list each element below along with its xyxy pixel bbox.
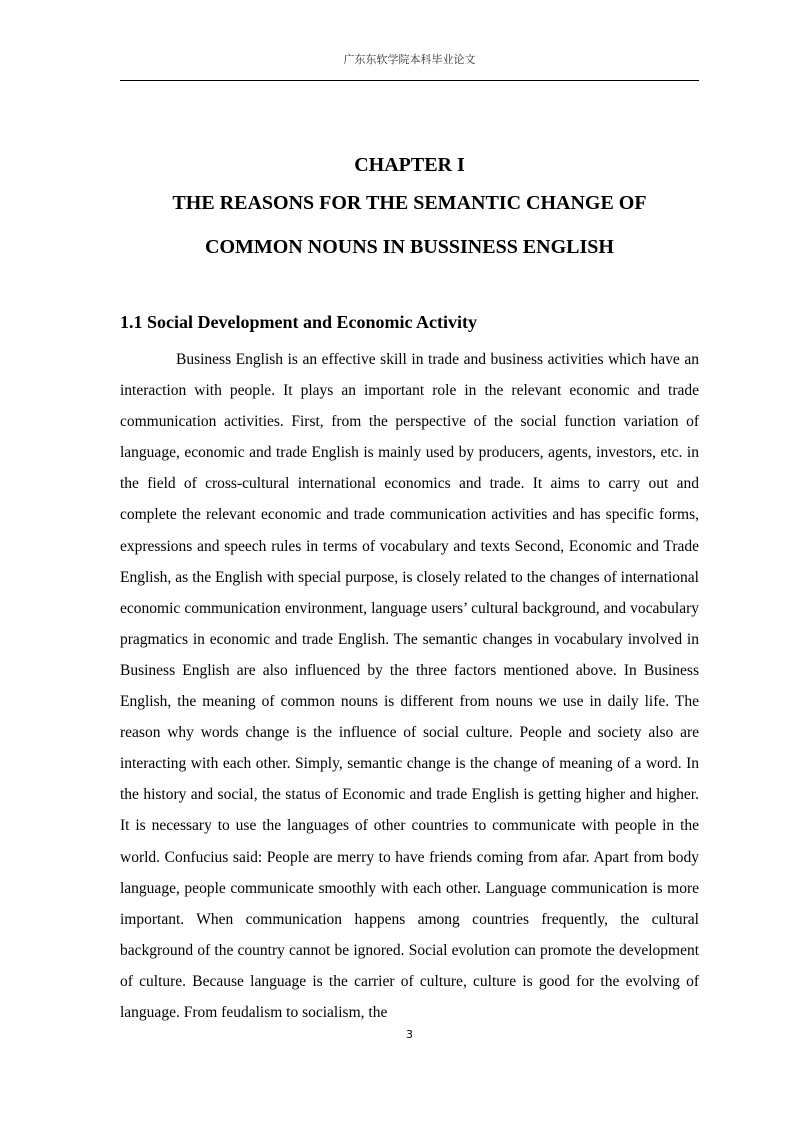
header-divider xyxy=(120,80,699,81)
chapter-title-line-2: COMMON NOUNS IN BUSSINESS ENGLISH xyxy=(205,236,614,258)
body-paragraph: Business English is an effective skill in trade and business activities which have an interaction with people. It plays an important role in the relevant economic and trade communication activities. First, from the perspective of the social function variation of language, economic and trade English is mainly used by producers, agents, investors, etc. in the field of cross-cultural international economics and trade. It aims to carry out and complete the relevant economic and trade communication activities and has specific forms, expressions and speech rules in terms of vocabulary and texts Second, Economic and Trade English, as the English with special purpose, is closely related to the changes of international economic communication environment, language users’ cultural background, and vocabulary pragmatics in economic and trade English. The semantic changes in vocabulary involved in Business English are also influenced by the three factors mentioned above. In Business English, the meaning of common nouns is different from nouns we use in daily life. The reason why words change is the influence of social culture. People and society also are interacting with each other. Simply, semantic change is the change of meaning of a word. In the history and social, the status of Economic and trade English is getting higher and higher. It is necessary to use the languages of other countries to communicate with people in the world. Confucius said: People are merry to have friends coming from afar. Apart from body language, people communicate smoothly with each other. Language communication is more important. When communication happens among countries frequently, the cultural background of the country cannot be ignored. Social evolution can promote the development of culture. Because language is the carrier of culture, culture is good for the evolving of language. From feudalism to socialism, the xyxy=(120,351,699,1021)
chapter-title-line-1: THE REASONS FOR THE SEMANTIC CHANGE OF xyxy=(172,192,647,214)
chapter-label: CHAPTER I xyxy=(354,154,465,176)
page-header: 广东东软学院本科毕业论文 xyxy=(343,53,476,66)
chapter-heading xyxy=(120,150,699,268)
section-heading: 1.1 Social Development and Economic Activity xyxy=(120,312,477,332)
page-number: 3 xyxy=(406,1028,413,1041)
